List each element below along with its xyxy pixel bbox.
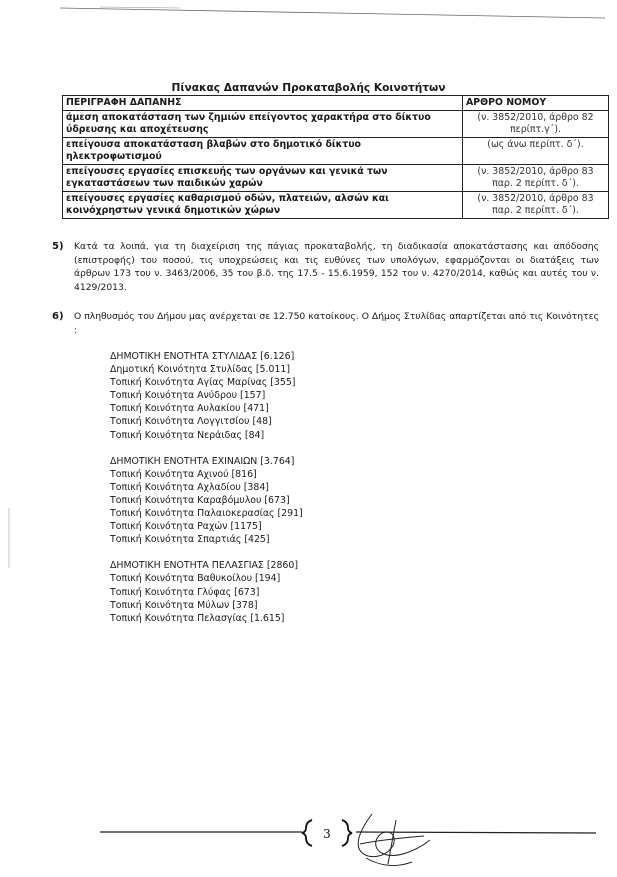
table-row — [63, 165, 609, 192]
community-item: Τοπική Κοινότητα Αχινού [816] — [110, 468, 257, 480]
community-item: Τοπική Κοινότητα Παλαιοκερασίας [291] — [110, 508, 303, 520]
community-item: Τοπική Κοινότητα Πελασγίας [1.615] — [110, 612, 285, 624]
law-article — [463, 138, 609, 165]
community-item: Τοπική Κοινότητα Λογγιτσίου [48] — [110, 416, 272, 428]
unit-heading: ΔΗΜΟΤΙΚΗ ΕΝΟΤΗΤΑ ΣΤΥΛΙΔΑΣ [6.126] — [110, 351, 295, 362]
description-line: εγκαταστάσεων των παιδικών χαρών — [66, 178, 263, 189]
community-item: Τοπική Κοινότητα Αυλακίου [471] — [110, 403, 269, 415]
table-title: Πίνακας Δαπανών Προκαταβολής Κοινοτήτων — [171, 82, 446, 94]
unit-heading: ΔΗΜΟΤΙΚΗ ΕΝΟΤΗΤΑ ΕΧΙΝΑΙΩΝ [3.764] — [110, 455, 295, 467]
municipal-unit — [110, 559, 303, 624]
community-item: Τοπική Κοινότητα Ανύδρου [157] — [110, 390, 266, 402]
description-line: ηλεκτροφωτισμού — [66, 151, 162, 162]
scan-artifact-line — [60, 6, 605, 20]
community-item: Τοπική Κοινότητα Βαθυκοίλου [194] — [110, 573, 281, 585]
description-line: κοινόχρηστων γενικά δημοτικών χώρων — [66, 205, 281, 216]
law-line: (ν. 3852/2010, άρθρο 82 — [477, 112, 594, 123]
section-number: 5) — [52, 241, 64, 252]
description-line: άμεση αποκατάσταση των ζημιών επείγοντος χαρακτήρα στο δίκτυο — [66, 112, 431, 123]
handwritten-signature — [358, 814, 430, 865]
municipal-unit — [110, 455, 303, 547]
law-line: παρ. 2 περίπτ. δ΄). — [492, 205, 579, 216]
description-line: ύδρευσης και αποχέτευσης — [66, 124, 209, 135]
community-item: Τοπική Κοινότητα Ραχών [1175] — [110, 521, 262, 533]
section-6 — [52, 310, 599, 337]
description-line: επείγουσες εργασίες καθαρισμού οδών, πλατειών, αλσών και — [66, 193, 389, 204]
page-footer — [0, 800, 617, 877]
community-item: Τοπική Κοινότητα Αχλαδίου [384] — [110, 481, 269, 493]
page-number: 3 — [323, 827, 331, 841]
section-text: Ο πληθυσμός του Δήμου μας ανέρχεται σε 12.750 κατοίκους. Ο Δήμος Στυλίδας απαρτίζεται από τις Κοινότητες : — [74, 311, 599, 336]
community-item: Τοπική Κοινότητα Γλύφας [673] — [110, 586, 260, 598]
community-item: Τοπική Κοινότητα Σπαρτιάς [425] — [110, 534, 270, 546]
section-5 — [52, 240, 599, 294]
cost-description — [63, 192, 463, 219]
table-row — [63, 138, 609, 165]
law-line: περίπτ.γ΄). — [510, 124, 561, 135]
community-item: Τοπική Κοινότητα Μύλων [378] — [110, 599, 258, 611]
law-line: (ως άνω περίπτ. δ΄). — [487, 139, 584, 150]
cost-description — [63, 165, 463, 192]
community-item: Τοπική Κοινότητα Νεράιδας [84] — [110, 429, 265, 441]
scan-margin-mark — [6, 508, 12, 568]
column-header-description: ΠΕΡΙΓΡΑΦΗ ΔΑΠΑΝΗΣ — [63, 96, 463, 111]
law-line: (ν. 3852/2010, άρθρο 83 — [477, 166, 594, 177]
municipal-unit — [110, 350, 303, 442]
community-item: Τοπική Κοινότητα Αγίας Μαρίνας [355] — [110, 377, 296, 389]
law-article — [463, 165, 609, 192]
law-line: (ν. 3852/2010, άρθρο 83 — [477, 193, 594, 204]
description-line: επείγουσα αποκατάσταση βλαβών στο δημοτικό δίκτυο — [66, 139, 362, 150]
table-header-row — [63, 96, 609, 111]
section-number: 6) — [52, 311, 64, 322]
table-row — [63, 192, 609, 219]
law-article — [463, 192, 609, 219]
costs-table — [62, 95, 609, 219]
cost-description — [63, 111, 463, 138]
community-item: Τοπική Κοινότητα Καραβόμυλου [673] — [110, 494, 290, 506]
municipal-units-list — [110, 350, 303, 638]
law-line: παρ. 2 περίπτ. δ΄). — [492, 178, 579, 189]
unit-heading: ΔΗΜΟΤΙΚΗ ΕΝΟΤΗΤΑ ΠΕΛΑΣΓΙΑΣ [2860] — [110, 560, 299, 572]
column-header-law-article: ΑΡΘΡΟ ΝΟΜΟΥ — [463, 96, 609, 111]
table-row — [63, 111, 609, 138]
description-line: επείγουσες εργασίες επισκευής των οργάνων και γενικά των — [66, 166, 388, 177]
community-item: Δημοτική Κοινότητα Στυλίδας [5.011] — [110, 364, 291, 376]
section-text: Κατά τα λοιπά, για τη διαχείριση της πάγιας προκαταβολής, τη διαδικασία αποκατάστασης και απόδοσης (επιστροφής) του ποσού, τις υποχρεώσεις και τις ευθύνες των υπολόγων, εφαρμόζονται οι διατάξεις των άρθρων 173 του ν. 3463/2006, 35 του β.δ. της 17.5 - 15.6.1959, 152 του ν. 4270/2014, καθώς και αυτές του ν. 4129/2013. — [74, 241, 599, 293]
law-article — [463, 111, 609, 138]
cost-description — [63, 138, 463, 165]
